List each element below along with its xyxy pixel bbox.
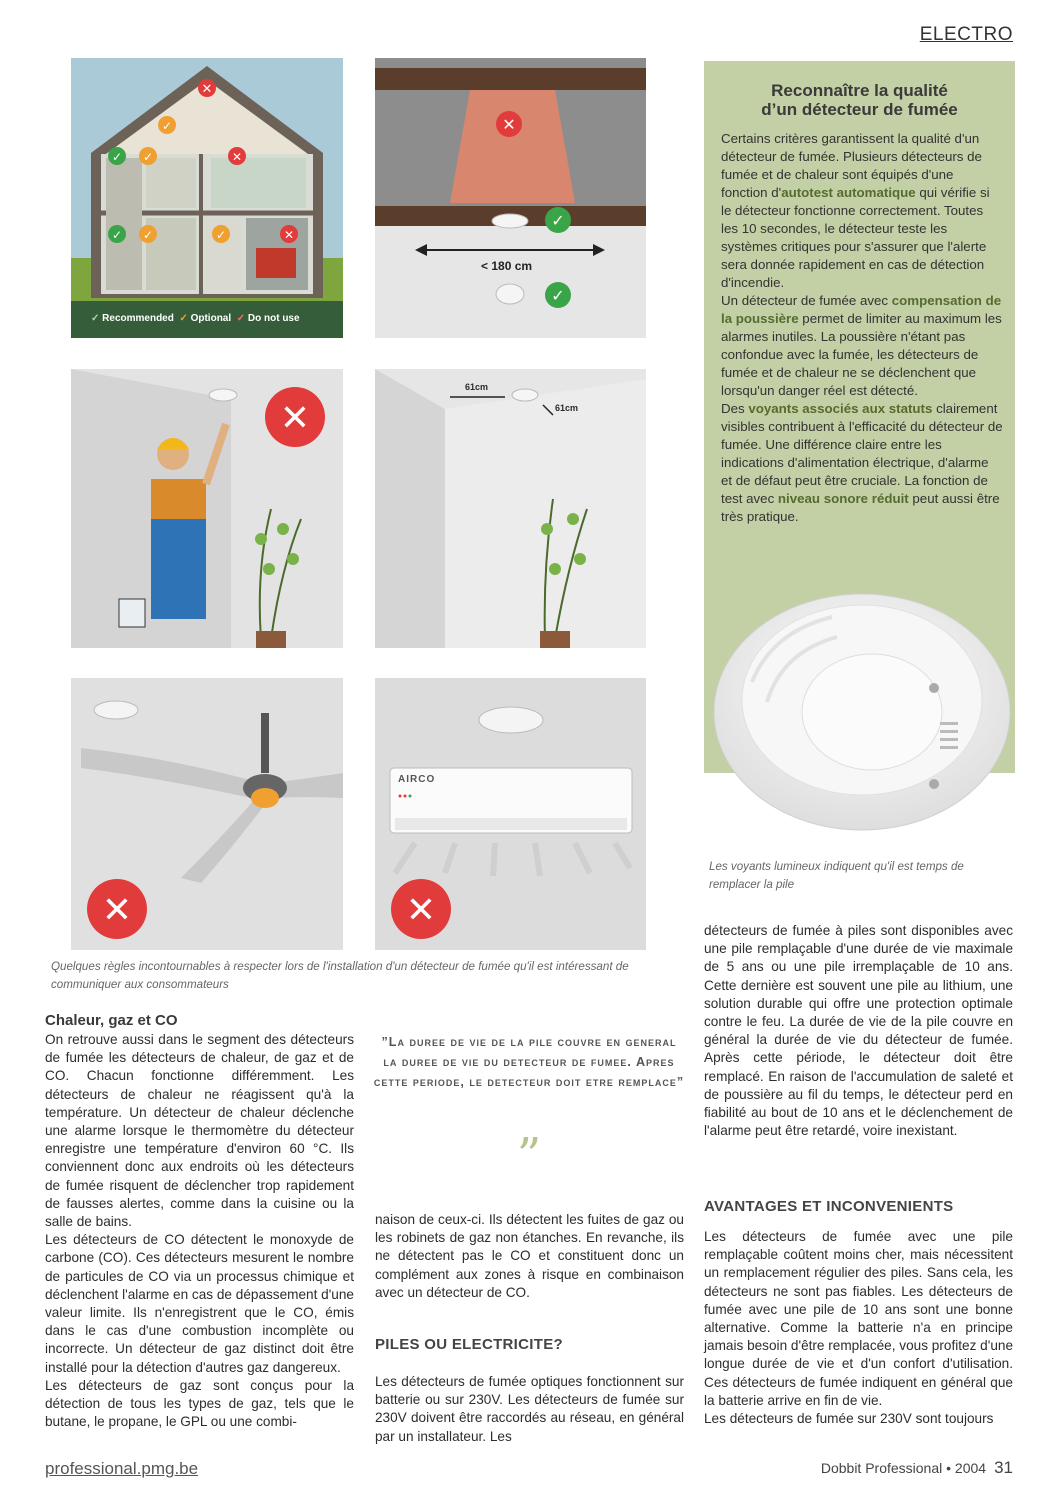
figure-caption: Quelques règles incontournables à respecter lors de l'installation d'un détecteur de fumée qu'il est intéressant de communiquer aux consommateurs <box>51 960 629 991</box>
do-not-use-icon <box>198 79 216 97</box>
svg-text:✓: ✓ <box>551 211 565 230</box>
recommended-icon <box>108 225 126 243</box>
sidebar-paragraph <box>721 400 1003 526</box>
smoke-detector-photo <box>712 572 1012 834</box>
paragraph: Les détecteurs de gaz sont conçus pour la détection de tous les types de gaz, tels que le butane, le propane, le GPL ou une combi- <box>45 1377 354 1430</box>
text-span: permet de limiter au maximum les alarmes inutiles. La poussière n'étant pas confondue avec la fumée, les détecteurs de fumée et de chaleur ne se déclenchent que lorsqu'un danger réel est détecté. <box>721 311 1002 398</box>
column-2-body-top <box>375 1211 684 1302</box>
do-not-use-icon <box>87 879 147 939</box>
magazine-name: Dobbit Professional • 2004 <box>820 1460 987 1476</box>
text-span: qui vérifie si le détecteur fonctionne correctement. Toutes les 10 secondes, le détecteur teste les systèmes critiques pour s'assurer que l'alerte sera donnée rapidement en cas de détection d'incendie. <box>721 185 990 290</box>
recommended-icon <box>545 282 571 308</box>
paragraph: On retrouve aussi dans le segment des détecteurs de fumée les détecteurs de chaleur, de gaz et de CO. Chacun fonctionne différemment. Les détecteurs de chaleur ne réagissent qu'à la température. Un détecteur de chaleur déclenche une alarme lorsque le thermomètre du détecteur enregistre une température d'environ 60 °C. Ils conviennent donc aux endroits où les détecteurs de fumée risquent de déclencher trop rapidement de fausses alertes, comme dans la cuisine ou la salle de bains. <box>45 1032 354 1230</box>
sidebar-title-line1: Reconnaître la qualité <box>771 81 948 100</box>
optional-icon <box>212 225 230 243</box>
text-span: clairement visibles contribuent à l'efficacité du détecteur de fumée. Une différence claire entre les indications d'alimentation électrique, d'alarme et de défaut peut être cruciale. La fonction de test avec <box>721 401 1003 506</box>
legend-not-use: Do not use <box>247 313 300 324</box>
recommended-icon <box>108 147 126 165</box>
airco-label: AIRCO <box>398 774 436 785</box>
heading-chaleur: Chaleur, gaz et CO <box>45 1012 178 1029</box>
optional-icon <box>139 225 157 243</box>
page-number: 31 <box>994 1458 1013 1477</box>
column-3-body-top <box>704 922 1013 1140</box>
svg-text:✓: ✓ <box>142 228 154 242</box>
pull-quote: ”La duree de vie de la pile couvre en general la duree de vie du detecteur de fumee. Apres cette periode, le detecteur doit etre remplace” <box>373 1035 685 1089</box>
footer-right <box>821 1458 1013 1478</box>
svg-text:✓: ✓ <box>111 150 123 164</box>
svg-text:✓: ✓ <box>111 228 123 242</box>
svg-text:✕: ✕ <box>231 150 243 164</box>
text-span: Certains critères garantissent la qualité d'un détecteur de fumée. Plusieurs détecteurs de fumée et de chaleur sont équipés d'une fonction d' <box>721 131 982 200</box>
distance-label-61-corner: 61cm <box>555 403 579 413</box>
paragraph: naison de ceux-ci. Ils détectent les fuites de gaz ou les robinets de gaz non étanches. En revanche, ils ne détectent pas le CO et constituent donc un complément aux zones à risque en combinaison avec un détecteur de CO. <box>375 1212 684 1300</box>
ceiling-fan-illustration <box>71 678 343 950</box>
column-2-body-bottom <box>375 1373 684 1446</box>
section-tag: ELECTRO <box>919 24 1013 45</box>
ceiling-beam-illustration <box>375 58 646 338</box>
text-span: Des <box>721 401 749 416</box>
svg-text:✕: ✕ <box>101 890 133 931</box>
svg-text:✕: ✕ <box>279 398 311 439</box>
svg-text:✓: ✓ <box>142 150 154 164</box>
heading-avantages: AVANTAGES ET INCONVENIENTS <box>704 1198 954 1215</box>
column-3-body-bottom <box>704 1228 1013 1428</box>
svg-text:✕: ✕ <box>283 228 295 242</box>
do-not-use-icon <box>280 225 298 243</box>
sidebar-paragraph <box>721 292 1003 400</box>
optional-icon <box>158 116 176 134</box>
do-not-use-icon <box>228 147 246 165</box>
recommended-icon <box>545 207 571 233</box>
airco-illustration <box>375 678 646 950</box>
legend-optional: Optional <box>190 313 232 324</box>
paragraph: Les détecteurs de fumée optiques fonctionnent sur batterie ou sur 230V. Les détecteurs de fumée sur 230V doivent être raccordés au réseau, en général par un installateur. Les <box>375 1374 684 1444</box>
keyword: niveau sonore réduit <box>777 491 909 506</box>
svg-text:✓: ✓ <box>161 119 173 133</box>
svg-text:✓: ✓ <box>215 228 227 242</box>
corner-distance-illustration <box>375 369 646 648</box>
distance-label-61-wall: 61cm <box>465 382 489 392</box>
svg-text:✕: ✕ <box>502 115 516 134</box>
painter-illustration <box>71 369 343 648</box>
paragraph: détecteurs de fumée à piles sont disponibles avec une pile remplaçable d'une durée de vie maximale de 5 ans ou une pile irremplaçable de 10 ans. Cette dernière est souvent une pile au lithium, une solution durable qui offre une protection optimale contre le feu. La durée de vie de la pile couvre en général la durée de vie du détecteur de fumée. Après cette période, le détecteur doit être remplacé. En raison de l'accumulation de saleté et de poussière au fil du temps, le détecteur perd en fiabilité au bout de 10 ans et le déclenchement de l'alarme peut être retardé, voire inexistant. <box>704 923 1013 1139</box>
column-1-body <box>45 1031 354 1431</box>
do-not-use-icon <box>265 387 325 447</box>
keyword: compensation de la poussière <box>721 293 1002 326</box>
detector-caption: Les voyants lumineux indiquent qu'il est temps de remplacer la pile <box>709 860 964 891</box>
paragraph: Les détecteurs de fumée sur 230V sont toujours <box>704 1411 994 1427</box>
svg-text:✕: ✕ <box>405 890 437 931</box>
optional-icon <box>139 147 157 165</box>
quote-mark: ” <box>516 1128 542 1184</box>
svg-text:✓: ✓ <box>551 286 565 305</box>
house-legend: ✓ Recommended ✓ Optional ✓ Do not use <box>91 313 300 324</box>
svg-text:✕: ✕ <box>201 82 213 97</box>
house-illustration <box>71 58 343 338</box>
keyword: autotest automatique <box>781 185 916 200</box>
house-svg <box>71 58 343 338</box>
sidebar-title-line2: d’un détecteur de fumée <box>761 100 958 119</box>
do-not-use-icon <box>391 879 451 939</box>
footer-url-link[interactable]: professional.pmg.be <box>45 1459 199 1478</box>
heading-piles: PILES OU ELECTRICITE? <box>375 1336 563 1353</box>
text-span: Un détecteur de fumée avec <box>721 293 892 308</box>
keyword: voyants associés aux statuts <box>748 401 933 416</box>
distance-label-180: < 180 cm <box>481 259 533 273</box>
sidebar-body <box>721 130 1003 526</box>
paragraph: Les détecteurs de CO détectent le monoxyde de carbone (CO). Ces détecteurs mesurent le nombre de particules de CO via un processus chimique et déclenchent l'alarme en cas de dépassement d'une valeur limite. Ils n'enregistrent que le CO, émis dans le cas d'une combustion incomplète ou incorrecte. Un détecteur de gaz distinct doit être installé pour la détection d'autres gaz dangereux. <box>45 1232 354 1375</box>
paragraph: Les détecteurs de fumée avec une pile remplaçable coûtent moins cher, mais nécessitent un remplacement régulier des piles. Sans cela, les détecteurs ne sont pas fiables. Les détecteurs de fumée avec une pile de 10 ans sont une bonne alternative. Comme la batterie n'a en principe jamais besoin d'être remplacée, vous profitez d'une longue durée de vie et d'un confort d'utilisation. Ces détecteurs de fumée indiquent en général que la batterie arrive en fin de vie. <box>704 1229 1013 1408</box>
text-span: peut aussi être très pratique. <box>721 491 1000 524</box>
sidebar-title <box>704 81 1015 119</box>
do-not-use-icon <box>496 111 522 137</box>
sidebar-paragraph <box>721 130 1003 292</box>
legend-recommended: Recommended <box>102 313 174 324</box>
